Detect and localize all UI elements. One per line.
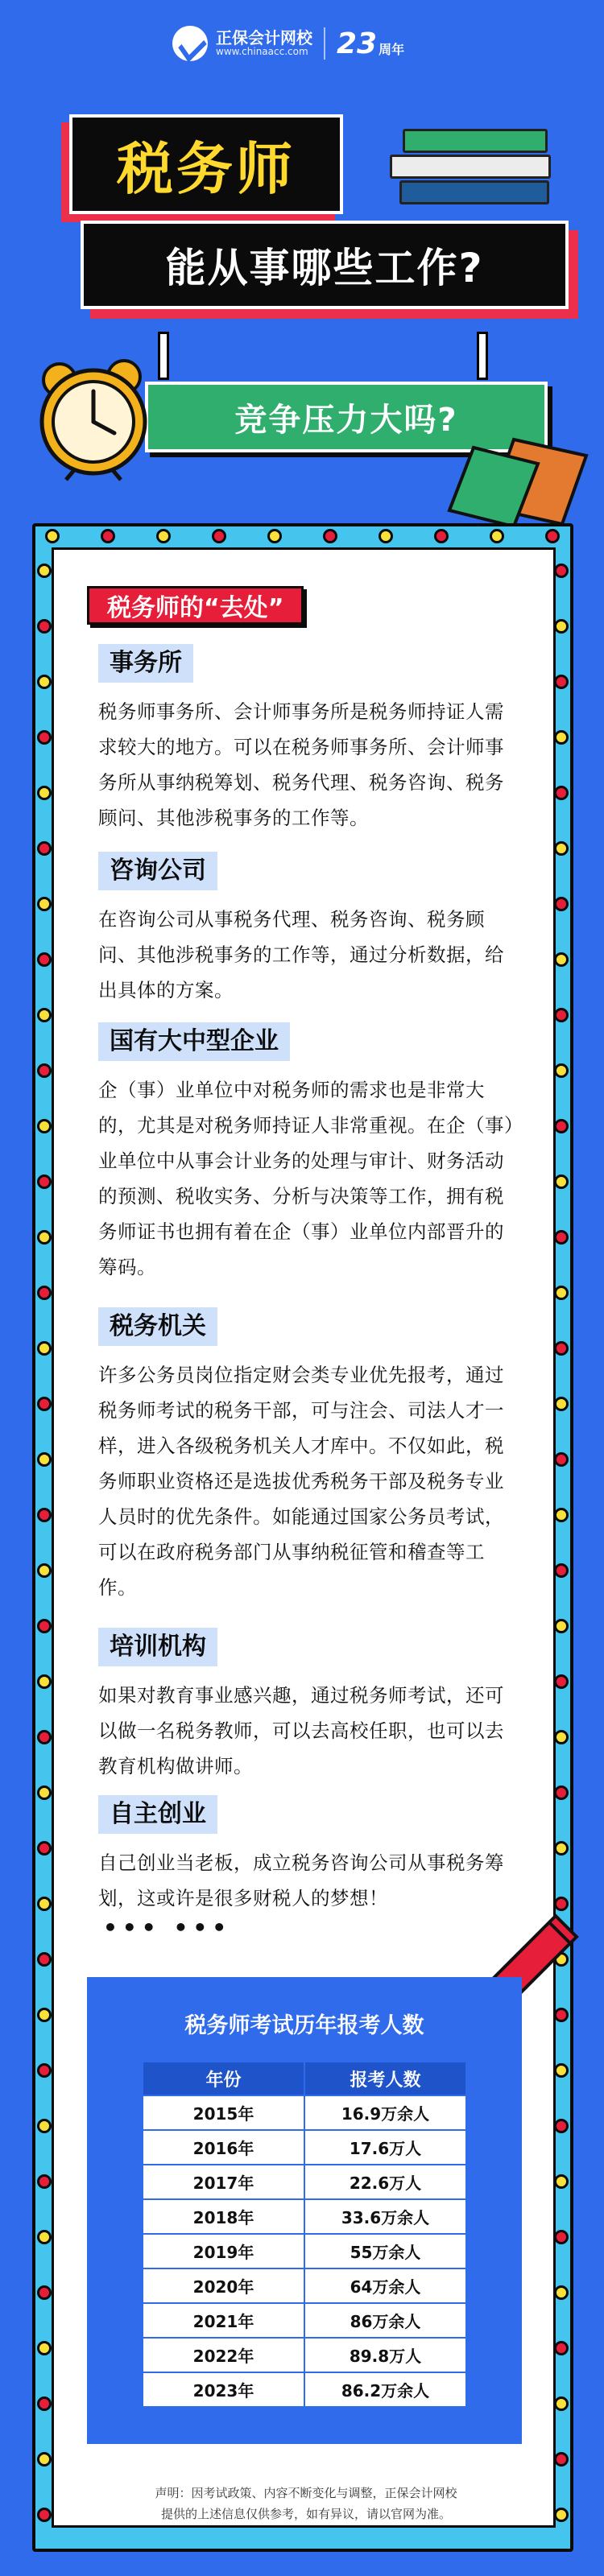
frame-bulb <box>434 529 449 543</box>
frame-bulb <box>554 1063 569 1078</box>
notes-illustration-icon <box>425 431 594 528</box>
frame-bulb <box>554 2285 569 2300</box>
frame-bulb <box>554 675 569 689</box>
frame-bulb <box>554 1452 569 1467</box>
anniversary-years: 23 <box>337 27 378 60</box>
table-row <box>143 2165 466 2199</box>
frame-bulb <box>554 1785 569 1800</box>
section-startup <box>98 1795 517 1916</box>
sign-post-right <box>477 332 488 380</box>
section-heading: 自主创业 <box>98 1795 217 1834</box>
brand-logo <box>172 26 404 61</box>
frame-bulb <box>37 619 52 634</box>
frame-bulb <box>37 1730 52 1744</box>
frame-bulb <box>554 1341 569 1356</box>
section-heading: 咨询公司 <box>98 852 217 890</box>
table-row <box>143 2199 466 2234</box>
table-row <box>143 2130 466 2165</box>
title-line1-box <box>69 114 343 214</box>
frame-bulb <box>554 1397 569 1411</box>
applicants-panel <box>87 1977 522 2444</box>
frame-bulb <box>554 1008 569 1022</box>
frame-bulb <box>554 2396 569 2411</box>
cell-count: 33.6万余人 <box>304 2199 466 2234</box>
title-line2-box <box>81 221 569 309</box>
frame-bulb <box>37 2285 52 2300</box>
books-illustration-icon <box>387 121 564 209</box>
frame-bulb <box>554 2119 569 2133</box>
frame-bulb <box>554 1119 569 1133</box>
frame-bulb <box>554 841 569 856</box>
disclaimer <box>89 2483 523 2524</box>
cell-count: 64万余人 <box>304 2268 466 2303</box>
frame-bulb <box>101 529 115 543</box>
frame-bulb <box>554 1897 569 1911</box>
brand-name: 正保会计网校 <box>216 28 312 48</box>
section-heading: 税务机关 <box>98 1307 217 1346</box>
disclaimer-line2: 提供的上述信息仅供参考，如有异议，请以官网为准。 <box>160 2507 451 2521</box>
cell-year: 2015年 <box>143 2095 304 2130</box>
section-body: 自己创业当老板，成立税务咨询公司从事税务筹划，这或许是很多财税人的梦想！ <box>98 1852 504 1909</box>
frame-bulb <box>554 1730 569 1744</box>
frame-bulb <box>554 564 569 578</box>
frame-bulb <box>554 1230 569 1245</box>
frame-bulb <box>37 564 52 578</box>
column-header-count: 报考人数 <box>304 2062 466 2095</box>
cell-year: 2020年 <box>143 2268 304 2303</box>
disclaimer-line1: 声明：因考试政策、内容不断变化与调整，正保会计网校 <box>155 2486 457 2500</box>
title-line1: 税务师 <box>117 135 296 202</box>
frame-bulb <box>37 2230 52 2244</box>
frame-bulb <box>45 529 60 543</box>
frame-bulb <box>37 897 52 911</box>
frame-bulb <box>37 2396 52 2411</box>
cell-year: 2022年 <box>143 2338 304 2372</box>
section-heading: 国有大中型企业 <box>98 1022 290 1061</box>
applicants-table <box>142 2061 467 2408</box>
section-consulting <box>98 852 517 1008</box>
frame-bulb <box>37 2119 52 2133</box>
frame-bulb <box>554 1674 569 1689</box>
frame-bulb <box>323 529 337 543</box>
frame-bulb <box>554 1619 569 1633</box>
frame-bulb <box>554 2063 569 2078</box>
section-body: 如果对教育事业感兴趣，通过税务师考试，还可以做一名税务教师，可以去高校任职，也可以去教育机构做讲师。 <box>98 1684 504 1777</box>
section-body: 许多公务员岗位指定财会类专业优先报考，通过税务师考试的税务干部，可与注会、司法人才一样，进入各级税务机关人才库中。不仅如此，税务师职业资格还是选拔优秀税务干部及税务专业人员时的优先条件。如能通过国家公务员考试，可以在政府税务部门从事纳税征管和稽查等工作。 <box>98 1364 504 1599</box>
cell-year: 2021年 <box>143 2303 304 2338</box>
table-header-row <box>143 2062 466 2095</box>
frame-bulb <box>37 2063 52 2078</box>
section-body: 在咨询公司从事税务代理、税务咨询、税务顾问、其他涉税事务的工作等，通过分析数据，给出具体的方案。 <box>98 908 504 1001</box>
cell-count: 86.2万余人 <box>304 2372 466 2407</box>
destinations-tag: 税务师的“去处” <box>87 586 304 625</box>
table-row <box>143 2338 466 2372</box>
frame-bulb <box>37 1119 52 1133</box>
frame-bulb <box>379 529 393 543</box>
frame-bulb <box>37 675 52 689</box>
table-row <box>143 2372 466 2407</box>
section-firm <box>98 644 517 836</box>
frame-bulb <box>554 2230 569 2244</box>
frame-bulb <box>545 529 560 543</box>
frame-bulb <box>37 1897 52 1911</box>
frame-bulb <box>37 841 52 856</box>
cell-year: 2023年 <box>143 2372 304 2407</box>
brand-text <box>216 29 312 57</box>
section-tax-authority <box>98 1307 517 1605</box>
frame-bulb <box>554 1174 569 1189</box>
brand-url: www.chinaacc.com <box>216 46 308 58</box>
frame-bulb <box>37 1841 52 1856</box>
section-body: 企（事）业单位中对税务师的需求也是非常大的，尤其是对税务师持证人非常重视。在企（事）业单位中从事会计业务的处理与审计、财务活动的预测、税收实务、分析与决策等工作，拥有税务师证书也拥有着在企（事）业单位内部晋升的筹码。 <box>98 1079 515 1278</box>
frame-bulb <box>37 1174 52 1189</box>
frame-bulb <box>554 1286 569 1300</box>
frame-bulb <box>37 1952 52 1967</box>
frame-bulb <box>37 1452 52 1467</box>
frame-bulb <box>554 1563 569 1578</box>
table-row <box>143 2095 466 2130</box>
frame-bulb <box>554 619 569 634</box>
frame-bulb <box>554 1508 569 1522</box>
frame-bulb <box>554 786 569 800</box>
frame-bulb <box>212 529 226 543</box>
frame-bulb <box>37 2452 52 2467</box>
anniversary-suffix: 周年 <box>379 41 405 57</box>
frame-bulb <box>554 897 569 911</box>
cell-year: 2017年 <box>143 2165 304 2199</box>
frame-bulb <box>37 1674 52 1689</box>
frame-bulb <box>37 786 52 800</box>
frame-bulb <box>37 2508 52 2522</box>
subtitle: 竞争压力大吗? <box>234 401 458 439</box>
frame-bulb <box>37 1230 52 1245</box>
column-header-year: 年份 <box>143 2062 304 2095</box>
frame-bulb <box>554 2174 569 2189</box>
cell-count: 55万余人 <box>304 2234 466 2268</box>
frame-bulb <box>37 1785 52 1800</box>
frame-bulb <box>554 952 569 967</box>
logo-divider <box>324 27 325 60</box>
section-heading: 事务所 <box>98 644 193 683</box>
cell-count: 16.9万余人 <box>304 2095 466 2130</box>
table-title: 税务师考试历年报考人数 <box>184 2013 424 2038</box>
section-training <box>98 1628 517 1784</box>
ellipsis: ••• ••• <box>103 1914 232 1941</box>
frame-bulb <box>37 2174 52 2189</box>
cell-year: 2016年 <box>143 2130 304 2165</box>
cell-count: 17.6万人 <box>304 2130 466 2165</box>
frame-bulb <box>37 1397 52 1411</box>
cell-year: 2019年 <box>143 2234 304 2268</box>
frame-bulb <box>37 952 52 967</box>
table-row <box>143 2303 466 2338</box>
section-state-enterprise <box>98 1022 517 1285</box>
section-heading: 培训机构 <box>98 1628 217 1666</box>
frame-bulb <box>554 2341 569 2355</box>
frame-bulb <box>554 1841 569 1856</box>
table-row <box>143 2268 466 2303</box>
frame-bulb <box>37 1341 52 1356</box>
title-line2: 能从事哪些工作? <box>165 245 484 291</box>
table-row <box>143 2234 466 2268</box>
frame-bulb <box>37 1563 52 1578</box>
cell-count: 22.6万人 <box>304 2165 466 2199</box>
frame-bulb <box>554 2508 569 2522</box>
brand-mark-icon <box>172 26 208 61</box>
frame-bulb <box>267 529 282 543</box>
frame-bulb <box>37 730 52 745</box>
cell-count: 89.8万人 <box>304 2338 466 2372</box>
frame-bulb <box>554 730 569 745</box>
frame-bulb <box>37 2341 52 2355</box>
frame-bulb <box>490 529 504 543</box>
alarm-clock-icon <box>29 353 158 481</box>
frame-bulb <box>37 2008 52 2022</box>
frame-bulb <box>37 1008 52 1022</box>
frame-bulb <box>37 1063 52 1078</box>
frame-bulb <box>37 1286 52 1300</box>
cell-count: 86万余人 <box>304 2303 466 2338</box>
frame-bulb <box>156 529 171 543</box>
frame-bulb <box>37 1508 52 1522</box>
sign-post-left <box>158 332 169 380</box>
frame-bulb <box>37 1619 52 1633</box>
frame-bulb <box>554 2452 569 2467</box>
section-body: 税务师事务所、会计师事务所是税务师持证人需求较大的地方。可以在税务师事务所、会计师事务所从事纳税筹划、税务代理、税务咨询、税务顾问、其他涉税事务的工作等。 <box>98 700 504 829</box>
cell-year: 2018年 <box>143 2199 304 2234</box>
